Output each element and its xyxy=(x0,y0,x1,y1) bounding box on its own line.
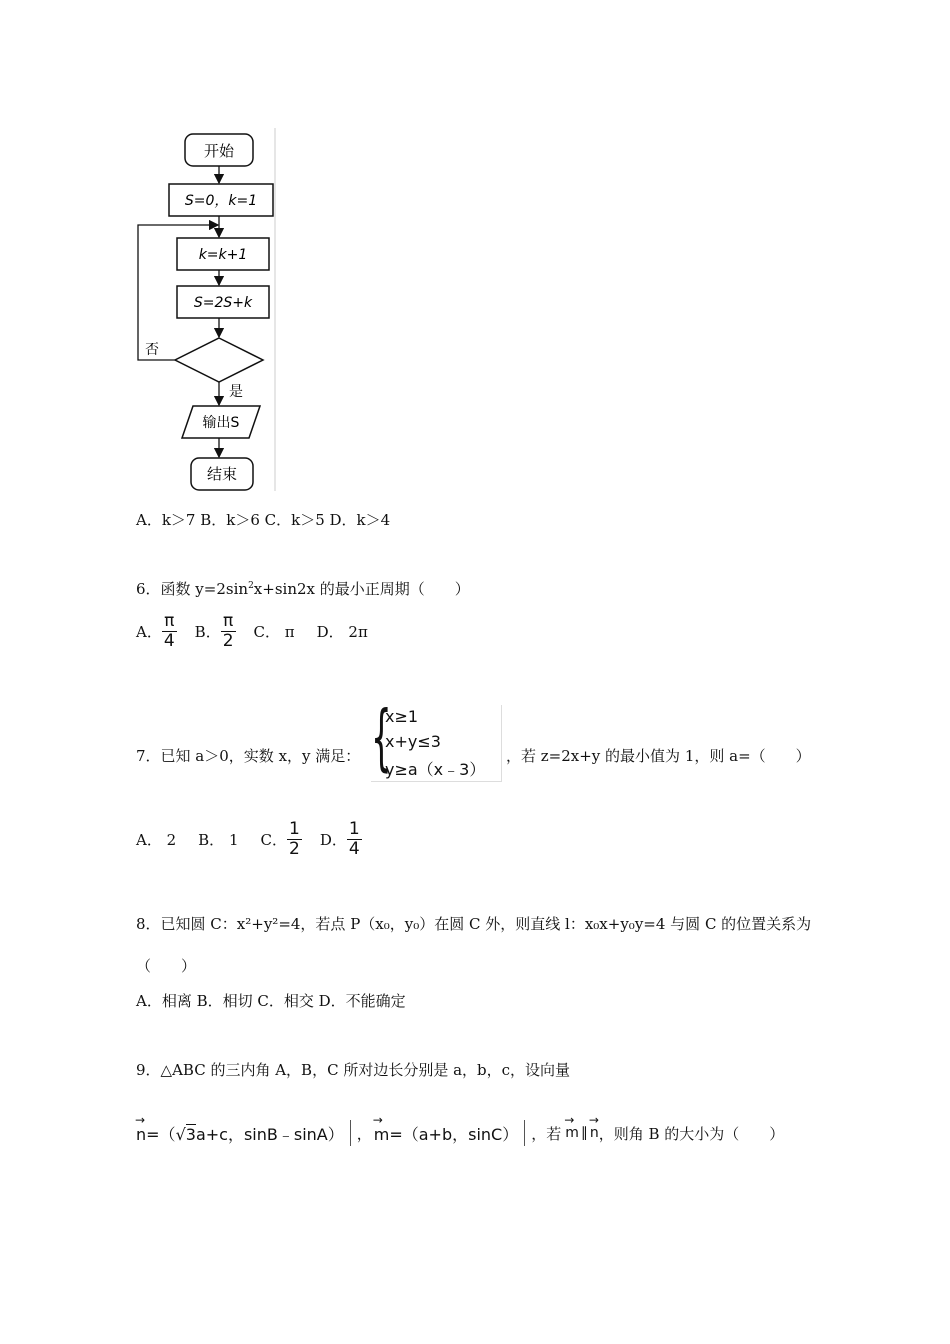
q6-option-a-frac xyxy=(162,612,177,651)
q6-stem xyxy=(136,578,470,599)
flow-init-text: S=0，k=1 xyxy=(184,193,258,209)
q9-tail: ，则角 B 的大小为（ ） xyxy=(598,1124,785,1143)
q9-comma: ， xyxy=(356,1124,372,1143)
q9-parallel-m: → m xyxy=(565,1125,579,1141)
q6-option-d: D． 2π xyxy=(316,622,368,641)
q7-option-b: B． 1 xyxy=(198,830,239,849)
flow-yes-label: 是 xyxy=(229,384,243,400)
q7-stem-prefix: 7．已知 a＞0，实数 x，y 满足： xyxy=(136,747,361,765)
q7-option-d-den: 4 xyxy=(348,838,360,859)
q9-sqrt-symbol: √ xyxy=(175,1124,186,1144)
q7-option-d-frac xyxy=(347,820,362,859)
q7-inequality-system xyxy=(371,695,502,782)
q6-option-a-num: π xyxy=(162,612,177,632)
q6-options xyxy=(136,608,368,654)
q6-option-b xyxy=(195,612,236,651)
q9-parallel-n: → n xyxy=(590,1125,599,1141)
flow-decision xyxy=(175,338,263,382)
q7-option-d xyxy=(320,820,362,859)
q8-stem-line1: 8．已知圆 C：x²+y²=4，若点 P（x₀，y₀）在圆 C 外，则直线 l：x₀x+y₀y=4 与圆 C 的位置关系为 xyxy=(136,915,812,933)
q9-n-expr-prefix: =（ xyxy=(146,1124,176,1144)
q9-parallel-expr xyxy=(565,1125,599,1141)
q9-divider-2 xyxy=(524,1120,525,1146)
q9-vector-m: → m xyxy=(374,1125,390,1144)
q6-option-b-num: π xyxy=(221,612,236,632)
flow-step2-text: S=2S+k xyxy=(193,295,253,311)
q6-stem-prefix: 6．函数 y=2sin xyxy=(136,580,249,598)
q6-stem-suffix: x+sin2x 的最小正周期（ ） xyxy=(253,580,470,598)
q7-option-c-num: 1 xyxy=(288,818,300,839)
q9-m-expr: =（a+b，sinC） xyxy=(389,1124,519,1144)
q5-options: A．k＞7 B．k＞6 C．k＞5 D．k＞4 xyxy=(136,511,391,529)
q9-vector-m-expr xyxy=(374,1122,518,1145)
flow-step1-text: k=k+1 xyxy=(198,247,248,263)
q7-option-c-frac xyxy=(287,820,302,859)
q6-option-a-den: 4 xyxy=(163,630,175,651)
flow-end-text: 结束 xyxy=(206,465,238,483)
q6-option-b-frac xyxy=(221,612,236,651)
q9-vector-n-expr xyxy=(136,1122,344,1145)
q7-option-c-label: C． xyxy=(260,830,287,849)
q7-option-d-num: 1 xyxy=(348,818,360,839)
flow-no-label: 否 xyxy=(145,342,159,358)
q6-option-a-label: A． xyxy=(136,622,162,641)
q9-parallel-symbol: ∥ xyxy=(580,1125,588,1141)
q7-option-a: A． 2 xyxy=(136,830,177,849)
q6-option-b-label: B． xyxy=(194,622,221,641)
q7-option-c-den: 2 xyxy=(288,838,300,859)
q7-sys-line3: y≥a（x﹣3） xyxy=(385,760,486,779)
q7-brace: { xyxy=(371,695,392,779)
q7-options xyxy=(136,816,362,862)
q9-n-expr-suffix: a+c，sinB﹣sinA） xyxy=(195,1124,344,1144)
flow-start-text: 开始 xyxy=(203,142,235,160)
q8-options: A．相离 B．相切 C．相交 D．不能确定 xyxy=(136,992,406,1010)
flowchart xyxy=(130,128,280,493)
q7-option-c xyxy=(261,820,302,859)
flow-output-text: 输出S xyxy=(202,415,240,431)
q6-stem-sup: 2 xyxy=(248,581,254,591)
q6-option-c: C． π xyxy=(253,622,295,641)
q9-vectors-line xyxy=(136,1116,784,1150)
q9-stem: 9．△ABC 的三内角 A，B，C 所对边长分别是 a，b，c，设向量 xyxy=(136,1061,571,1079)
q7-sys-line2: x+y≤3 xyxy=(385,732,441,751)
q9-sqrt-arg: 3 xyxy=(185,1124,196,1144)
q9-vector-n: → n xyxy=(136,1125,146,1144)
q9-divider-1 xyxy=(350,1120,351,1146)
q7-option-d-label: D． xyxy=(319,830,347,849)
q6-option-b-den: 2 xyxy=(222,630,234,651)
q6-option-a xyxy=(136,612,177,651)
q7-sys-line1: x≥1 xyxy=(385,707,419,726)
q8-stem-line2: （ ） xyxy=(136,957,197,975)
q7-stem-suffix: ，若 z=2x+y 的最小值为 1，则 a=（ ） xyxy=(506,747,811,765)
q9-if-text: ，若 xyxy=(531,1124,562,1143)
